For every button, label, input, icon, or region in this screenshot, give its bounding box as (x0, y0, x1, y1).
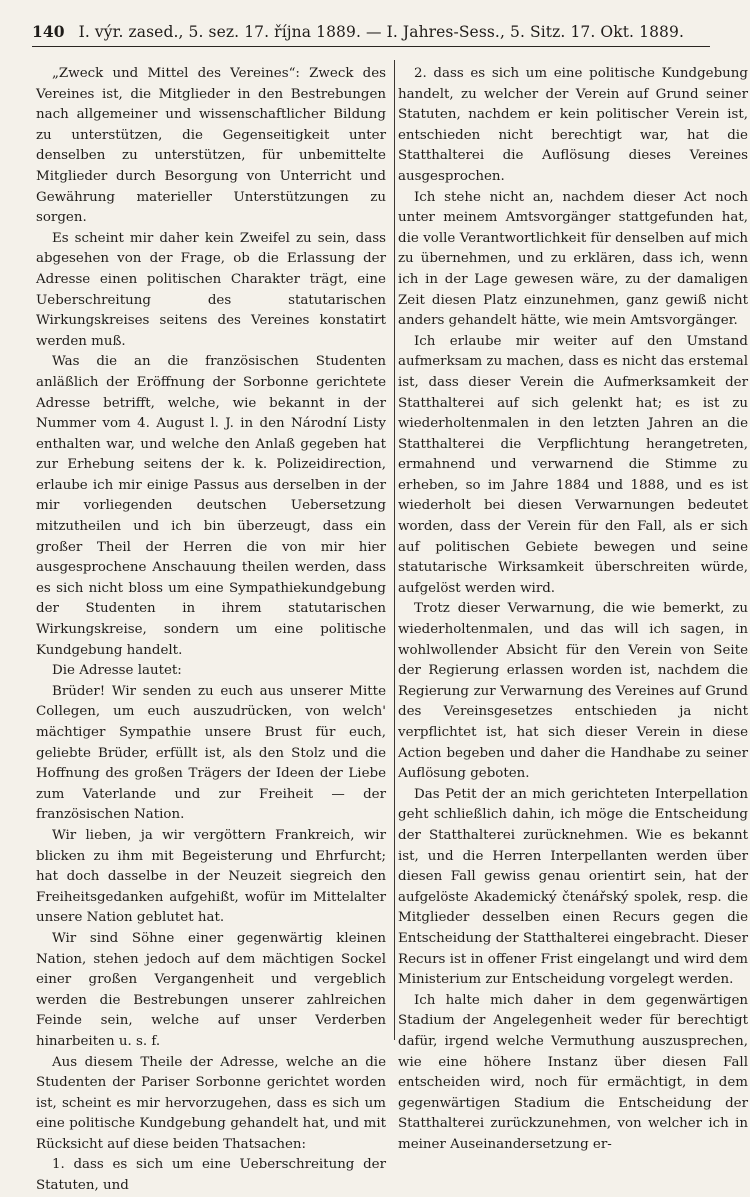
paragraph: Die Adresse lautet: (52, 663, 182, 679)
page-number: 140 (32, 22, 65, 41)
paragraph: Wir lieben, ja wir vergöttern Frankreich, wir blicken zu ihm mit Begeisterung und Ehrfurcht; hat doch dasselbe in der Neuzeit siegreich den Freiheitsgedanken aufgehißt, wofür im Mittelalter unsere Nation geblutet hat. (36, 827, 386, 926)
paragraph: „Zweck und Mittel des Vereines“: Zweck des Vereines ist, die Mitglieder in den Bestrebungen nach allgemeiner und wissenschaftlicher Bildung zu unterstützen, die Gegenseitigkeit unter denselben zu unterstützen, für unbemittelte Mitglieder durch Besorgung von Unterricht und Gewährung materieller Unterstützungen zu sorgen. (36, 66, 386, 226)
paragraph: Was die an die französischen Studenten anläßlich der Eröffnung der Sorbonne gerichtete Adresse betrifft, welche, wie bekannt in der Nummer vom 4. August l. J. in den Národní Listy enthalten war, und welche den Anlaß gegeben hat zur Erhebung seitens der k. k. Polizeidirection, erlaube ich mir einige Passus aus derselben in der mir vorliegenden deutschen Uebersetzung mitzutheilen und ich bin überzeugt, dass ein großer Theil der Herren die von mir hier ausgesprochene Anschauung theilen werden, dass es sich nicht bloss um eine Sympathiekundgebung der Studenten in ihrem statutarischen Wirkungskreise, sondern um eine politische Kundgebung handelt. (36, 354, 386, 658)
header-rule (32, 46, 710, 47)
paragraph: Ich erlaube mir weiter auf den Umstand aufmerksam zu machen, dass es nicht das erstemal ist, dass dieser Verein die Aufmerksamkeit der Statthalterei auf sich gelenkt hat; es ist zu wiederholtenmalen in den letzten Jahren an die Statthalterei die Verpflichtung herangetreten, ermahnend und verwarnend die Stimme zu erheben, so im Jahre 1884 und 1888, und es ist wiederholt bei diesen Verwarnungen bedeutet worden, dass der Verein für den Fall, als er sich auf politischen Gebiete bewegen und seine statutarische Wirksamkeit überschreiten würde, aufgelöst werden wird. (398, 333, 748, 596)
paragraph: Wir sind Söhne einer gegenwärtig kleinen Nation, stehen jedoch auf dem mächtigen Sockel einer großen Vergangenheit und vergeblich werden die Bestrebungen unserer zahlreichen Feinde sein, welche auf unser Verderben hinarbeiten u. s. f. (36, 930, 386, 1049)
column-divider (394, 60, 395, 1040)
left-column (36, 64, 386, 1197)
paragraph: 2. dass es sich um eine politische Kundgebung handelt, zu welcher der Verein auf Grund seiner Statuten, nachdem er kein politischer Verein ist, entschieden nicht berechtigt war, hat die Statthalterei die Auflösung dieses Vereines ausgesprochen. (398, 66, 748, 184)
right-column (398, 64, 748, 1155)
running-title: I. výr. zased., 5. sez. 17. října 1889. — I. Jahres-Sess., 5. Sitz. 17. Okt. 1889. (78, 23, 684, 41)
paragraph: Das Petit der an mich gerichteten Interpellation geht schließlich dahin, ich möge die Entscheidung der Statthalterei zurücknehmen. Wie es bekannt ist, und die Herren Interpellanten werden über diesen Fall gewiss genau orientirt sein, hat der aufgelöste Akademický čtenářský spolek, resp. die Mitglieder desselben einen Recurs gegen die Entscheidung der Statthalterei eingebracht. Dieser Recurs ist in offener Frist eingelangt und wird dem Ministerium zur Entscheidung vorgelegt werden. (398, 786, 748, 988)
page-header (32, 22, 710, 41)
paragraph: Ich halte mich daher in dem gegenwärtigen Stadium der Angelegenheit weder für berechtigt dafür, irgend welche Vermuthung auszusprechen, wie eine höhere Instanz über diesen Fall entscheiden wird, noch für ermächtigt, in dem gegenwärtigen Stadium die Entscheidung der Statthalterei zurückzunehmen, von welcher ich in meiner Auseinandersetzung er- (398, 992, 748, 1152)
paragraph: 1. dass es sich um eine Ueberschreitung der Statuten, und (36, 1157, 386, 1194)
paragraph: Aus diesem Theile der Adresse, welche an die Studenten der Pariser Sorbonne gerichtet worden ist, scheint es mir hervorzugehen, dass es sich um eine politische Kundgebung gehandelt hat, und mit Rücksicht auf diese beiden Thatsachen: (36, 1054, 386, 1152)
paragraph: Ich stehe nicht an, nachdem dieser Act noch unter meinem Amtsvorgänger stattgefunden hat, die volle Verantwortlichkeit für denselben auf mich zu übernehmen, und zu erklären, dass ich, wenn ich in der Lage gewesen wäre, zu der damaligen Zeit diesen Platz einzunehmen, ganz gewiß nicht anders gehandelt hätte, wie mein Amtsvorgänger. (398, 189, 748, 329)
paragraph: Trotz dieser Verwarnung, die wie bemerkt, zu wiederholtenmalen, und das will ich sagen, in wohlwollender Absicht für den Verein von Seite der Regierung erlassen worden ist, nachdem die Regierung zur Verwarnung des Vereines auf Grund des Vereinsgesetzes entschieden ja nicht verpflichtet ist, hat sich dieser Verein in diese Action begeben und daher die Handhabe zu seiner Auflösung geboten. (398, 601, 748, 782)
paragraph: Es scheint mir daher kein Zweifel zu sein, dass abgesehen von der Frage, ob die Erlassung der Adresse einen politischen Charakter trägt, eine Ueberschreitung des statutarischen Wirkungskreises seitens des Vereines konstatirt werden muß. (36, 230, 386, 349)
paragraph: Brüder! Wir senden zu euch aus unserer Mitte Collegen, um euch auszudrücken, von welch' mächtiger Sympathie unsere Brust für euch, geliebte Brüder, erfüllt ist, als den Stolz und die Hoffnung des großen Trägers der Ideen der Liebe zum Vaterlande und zur Freiheit — der französischen Nation. (36, 683, 386, 823)
